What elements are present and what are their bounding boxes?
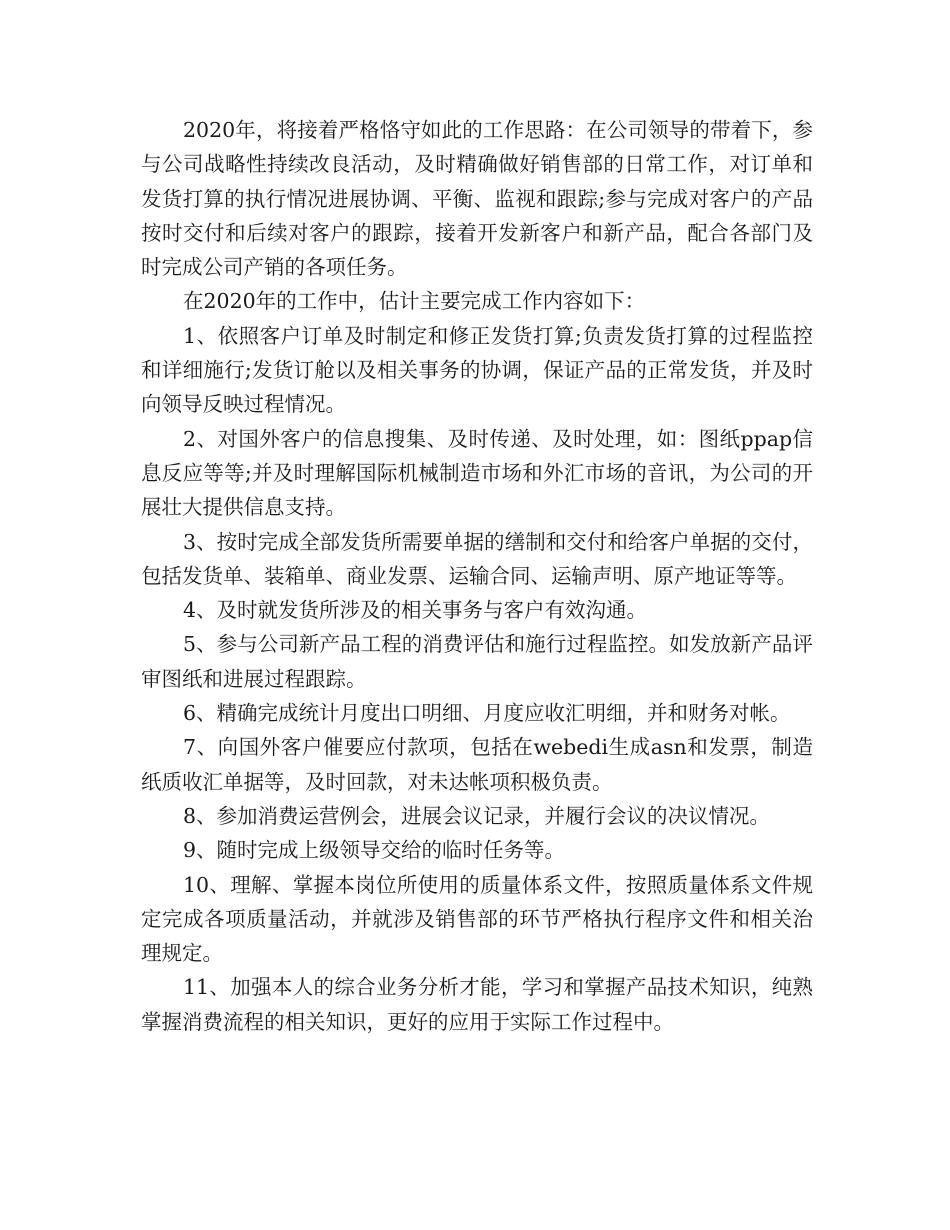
- paragraph-item-7: 7、向国外客户催要应付款项，包括在webedi生成asn和发票，制造纸质收汇单据等，及时回款，对未达帐项积极负责。: [141, 735, 813, 794]
- paragraph-item-10: 10、理解、掌握本岗位所使用的质量体系文件，按照质量体系文件规定完成各项质量活动，并就涉及销售部的环节严格执行程序文件和相关治理规定。: [141, 872, 813, 966]
- document-page: [141, 113, 813, 1039]
- paragraph-item-4: 4、及时就发货所涉及的相关事务与客户有效沟通。: [183, 598, 648, 623]
- paragraph-item-6: 6、精确完成统计月度出口明细、月度应收汇明细，并和财务对帐。: [183, 701, 791, 726]
- paragraph-item-5: 5、参与公司新产品工程的消费评估和施行过程监控。如发放新产品评审图纸和进展过程跟踪。: [141, 632, 813, 691]
- paragraph-item-2: 2、对国外客户的信息搜集、及时传递、及时处理，如：图纸ppap信息反应等等;并及时理解国际机械制造市场和外汇市场的音讯，为公司的开展壮大提供信息支持。: [141, 426, 813, 520]
- paragraph-item-11: 11、加强本人的综合业务分析才能，学习和掌握产品技术知识，纯熟掌握消费流程的相关知识，更好的应用于实际工作过程中。: [141, 975, 813, 1034]
- paragraph-intro: 2020年，将接着严格恪守如此的工作思路：在公司领导的带着下，参与公司战略性持续改良活动，及时精确做好销售部的日常工作，对订单和发货打算的执行情况进展协调、平衡、监视和跟踪;参与完成对客户的产品按时交付和后续对客户的跟踪，接着开发新客户和新产品，配合各部门及时完成公司产销的各项任务。: [141, 118, 813, 280]
- paragraph-item-3: 3、按时完成全部发货所需要单据的缮制和交付和给客户单据的交付，包括发货单、装箱单、商业发票、运输合同、运输声明、原产地证等等。: [141, 529, 813, 588]
- paragraph-item-9: 9、随时完成上级领导交给的临时任务等。: [183, 838, 566, 863]
- paragraph-item-1: 1、依照客户订单及时制定和修正发货打算;负责发货打算的过程监控和详细施行;发货订舱以及相关事务的协调，保证产品的正常发货，并及时向领导反映过程情况。: [141, 323, 813, 417]
- paragraph-item-8: 8、参加消费运营例会，进展会议记录，并履行会议的决议情况。: [183, 803, 771, 828]
- paragraph-overview: 在2020年的工作中，估计主要完成工作内容如下：: [183, 289, 646, 314]
